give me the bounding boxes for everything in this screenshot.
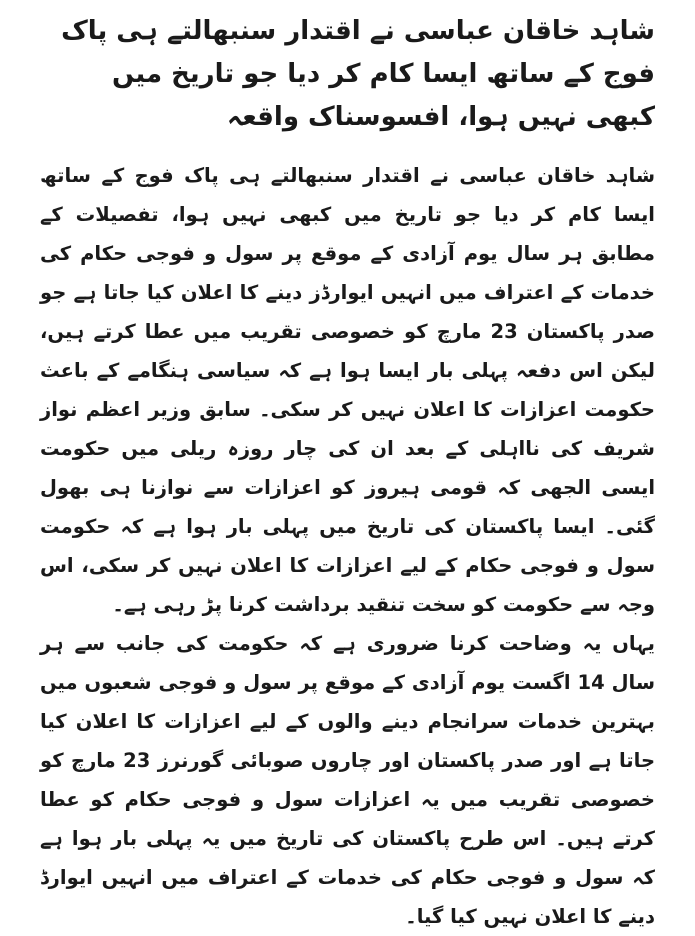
article-paragraph: یہاں یہ وضاحت کرنا ضروری ہے کہ حکومت کی جانب سے ہر سال 14 اگست یوم آزادی کے موقع پر سول و فوجی شعبوں میں بہترین خدمات سرانجام دینے والوں کے لیے اعزازات کا اعلان کیا جاتا ہے اور صدر پاکستان اور چاروں صوبائی گورنرز 23 مارچ کو خصوصی تقریب میں یہ اعزازات سول و فوجی حکام کو عطا کرتے ہیں۔ اس طرح پاکستان کی تاریخ میں یہ پہلی بار ہوا ہے کہ سول و فوجی حکام کی خدمات کے اعتراف میں انہیں ایوارڈ دینے کا اعلان نہیں کیا گیا۔: [40, 632, 655, 928]
article-headline: شاہد خاقان عباسی نے اقتدار سنبھالتے ہی پاک فوج کے ساتھ ایسا کام کر دیا جو تاریخ میں کبھی نہیں ہوا، افسوسناک واقعہ: [61, 16, 655, 132]
article-paragraph: شاہد خاقان عباسی نے اقتدار سنبھالتے ہی پاک فوج کے ساتھ ایسا کام کر دیا جو تاریخ میں کبھی نہیں ہوا، تفصیلات کے مطابق ہر سال یوم آزادی کے موقع پر سول و فوجی حکام کی خدمات کے اعتراف میں انہیں ایوارڈز دینے کا اعلان کیا جاتا ہے جو صدر پاکستان 23 مارچ کو خصوصی تقریب میں عطا کرتے ہیں، لیکن اس دفعہ پہلی بار ایسا ہوا ہے کہ سیاسی ہنگامے کے باعث حکومت اعزازات کا اعلان نہیں کر سکی۔ سابق وزیر اعظم نواز شریف کی نااہلی کے بعد ان کی چار روزہ ریلی میں حکومت ایسی الجھی کہ قومی ہیروز کو اعزازات سے نوازنا ہی بھول گئی۔ ایسا پاکستان کی تاریخ میں پہلی بار ہوا ہے کہ حکومت سول و فوجی حکام کے لیے اعزازات کا اعلان نہیں کر سکی، اس وجہ سے حکومت کو سخت تنقید برداشت کرنا پڑ رہی ہے۔: [40, 164, 655, 616]
